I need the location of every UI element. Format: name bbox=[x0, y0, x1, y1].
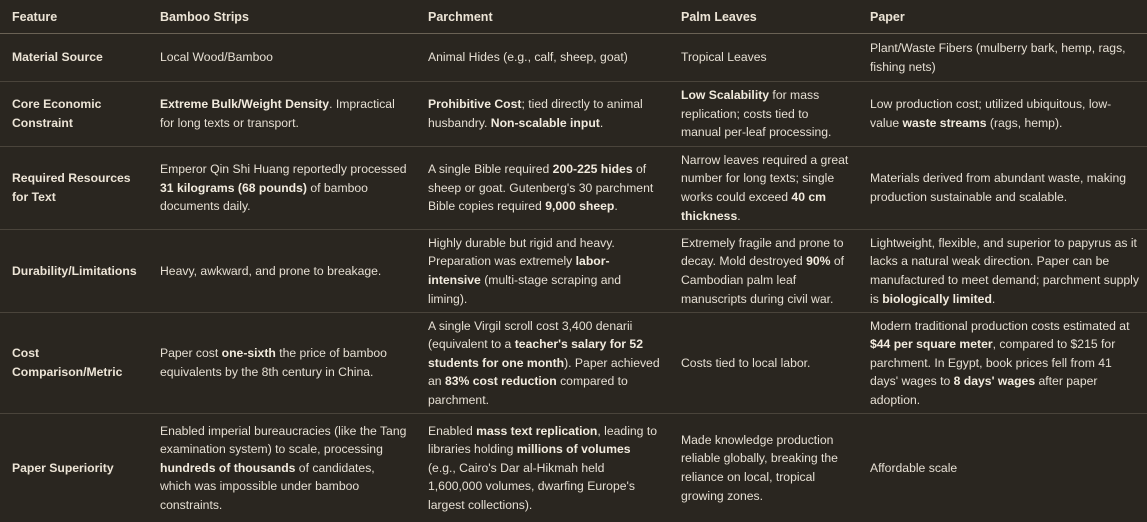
cell-text: Animal Hides (e.g., calf, sheep, goat) bbox=[428, 50, 628, 64]
header-palm: Palm Leaves bbox=[669, 0, 858, 34]
feature-cell: Cost Comparison/Metric bbox=[0, 313, 148, 414]
header-bamboo: Bamboo Strips bbox=[148, 0, 416, 34]
emphasis-text: Non-scalable input bbox=[491, 116, 600, 130]
emphasis-text: 9,000 sheep bbox=[545, 199, 614, 213]
cell-text: Materials derived from abundant waste, making production sustainable and scalable. bbox=[870, 171, 1126, 204]
table-cell bbox=[148, 414, 416, 522]
cell-text: Highly durable but rigid and heavy. Preparation was extremely bbox=[428, 236, 615, 269]
table-cell bbox=[858, 147, 1147, 230]
cell-text: . bbox=[992, 292, 995, 306]
cell-text: A single Virgil scroll cost 3,400 denarii (equivalent to a bbox=[428, 319, 632, 352]
feature-cell: Core Economic Constraint bbox=[0, 82, 148, 147]
emphasis-text: 40 cm thickness bbox=[681, 190, 826, 223]
emphasis-text: 31 kilograms (68 pounds) bbox=[160, 181, 307, 195]
cell-text: Enabled imperial bureaucracies (like the Tang examination system) to scale, processing bbox=[160, 424, 406, 457]
cell-text: for mass replication; costs tied to manual per-leaf processing. bbox=[681, 88, 831, 139]
table-row bbox=[0, 82, 1147, 147]
table-row bbox=[0, 147, 1147, 230]
cell-text: of bamboo documents daily. bbox=[160, 181, 368, 214]
emphasis-text: $44 per square meter bbox=[870, 337, 993, 351]
header-feature: Feature bbox=[0, 0, 148, 34]
cell-text: . bbox=[600, 116, 603, 130]
cell-text: Enabled bbox=[428, 424, 476, 438]
emphasis-text: teacher's salary for 52 students for one month bbox=[428, 337, 643, 370]
emphasis-text: hundreds of thousands bbox=[160, 461, 295, 475]
emphasis-text: labor-intensive bbox=[428, 254, 610, 287]
table-cell bbox=[416, 313, 669, 414]
table-cell bbox=[669, 34, 858, 82]
table-cell bbox=[148, 230, 416, 313]
emphasis-text: 200-225 hides bbox=[553, 162, 633, 176]
cell-text: , compared to $215 for parchment. In Egypt, book prices fell from 41 days' wages to bbox=[870, 337, 1115, 388]
table-row bbox=[0, 230, 1147, 313]
header-paper: Paper bbox=[858, 0, 1147, 34]
cell-text: Tropical Leaves bbox=[681, 50, 767, 64]
feature-cell: Material Source bbox=[0, 34, 148, 82]
cell-text: Heavy, awkward, and prone to breakage. bbox=[160, 264, 381, 278]
emphasis-text: one-sixth bbox=[222, 346, 276, 360]
table-cell bbox=[858, 34, 1147, 82]
cell-text: Emperor Qin Shi Huang reportedly processed bbox=[160, 162, 407, 176]
emphasis-text: 8 days' wages bbox=[954, 374, 1036, 388]
table-cell bbox=[669, 82, 858, 147]
cell-text: (e.g., Cairo's Dar al-Hikmah held 1,600,000 volumes, dwarfing Europe's largest collections). bbox=[428, 461, 635, 512]
cell-text: , leading to libraries holding bbox=[428, 424, 657, 457]
emphasis-text: 90% bbox=[806, 254, 830, 268]
emphasis-text: Prohibitive Cost bbox=[428, 97, 521, 111]
table-cell bbox=[148, 313, 416, 414]
feature-cell: Required Resources for Text bbox=[0, 147, 148, 230]
table-cell bbox=[858, 313, 1147, 414]
emphasis-text: Extreme Bulk/Weight Density bbox=[160, 97, 329, 111]
emphasis-text: millions of volumes bbox=[517, 442, 631, 456]
cell-text: of sheep or goat. Gutenberg's 30 parchment Bible copies required bbox=[428, 162, 653, 213]
table-cell bbox=[858, 82, 1147, 147]
cell-text: Made knowledge production reliable globally, breaking the reliance on local, tropical growing zones. bbox=[681, 433, 838, 503]
header-parchment: Parchment bbox=[416, 0, 669, 34]
cell-text: Costs tied to local labor. bbox=[681, 356, 810, 370]
table-cell bbox=[669, 313, 858, 414]
header-row bbox=[0, 0, 1147, 34]
cell-text: (multi-stage scraping and liming). bbox=[428, 273, 621, 306]
cell-text: A single Bible required bbox=[428, 162, 553, 176]
table-cell bbox=[416, 147, 669, 230]
cell-text: . Impractical for long texts or transport. bbox=[160, 97, 395, 130]
emphasis-text: waste streams bbox=[903, 116, 987, 130]
cell-text: of Cambodian palm leaf manuscripts during civil war. bbox=[681, 254, 844, 305]
table-cell bbox=[148, 82, 416, 147]
table-row bbox=[0, 414, 1147, 522]
table-cell bbox=[148, 147, 416, 230]
table-cell bbox=[416, 34, 669, 82]
cell-text: Modern traditional production costs estimated at bbox=[870, 319, 1129, 333]
cell-text: (rags, hemp). bbox=[987, 116, 1063, 130]
emphasis-text: 83% cost reduction bbox=[445, 374, 557, 388]
table-cell bbox=[669, 147, 858, 230]
cell-text: Affordable scale bbox=[870, 461, 957, 475]
cell-text: Extremely fragile and prone to decay. Mold destroyed bbox=[681, 236, 844, 269]
emphasis-text: mass text replication bbox=[476, 424, 597, 438]
cell-text: of candidates, which was impossible under bamboo constraints. bbox=[160, 461, 375, 512]
table-row bbox=[0, 313, 1147, 414]
cell-text: compared to parchment. bbox=[428, 374, 628, 407]
cell-text: Low production cost; utilized ubiquitous, low-value bbox=[870, 97, 1111, 130]
feature-cell: Durability/Limitations bbox=[0, 230, 148, 313]
cell-text: Plant/Waste Fibers (mulberry bark, hemp, rags, fishing nets) bbox=[870, 41, 1126, 74]
table-cell bbox=[416, 82, 669, 147]
table-cell bbox=[858, 230, 1147, 313]
table-cell bbox=[669, 414, 858, 522]
cell-text: ). Paper achieved an bbox=[428, 356, 660, 389]
table-row bbox=[0, 34, 1147, 82]
feature-cell: Paper Superiority bbox=[0, 414, 148, 522]
emphasis-text: biologically limited bbox=[882, 292, 992, 306]
cell-text: the price of bamboo equivalents by the 8th century in China. bbox=[160, 346, 387, 379]
emphasis-text: Low Scalability bbox=[681, 88, 769, 102]
cell-text: Narrow leaves required a great number for long texts; single works could exceed bbox=[681, 153, 848, 204]
table-cell bbox=[858, 414, 1147, 522]
cell-text: . bbox=[614, 199, 617, 213]
cell-text: . bbox=[737, 209, 740, 223]
table-cell bbox=[148, 34, 416, 82]
cell-text: Paper cost bbox=[160, 346, 222, 360]
cell-text: Lightweight, flexible, and superior to papyrus as it lacks a natural weak direction. Paper can be manufactured to meet demand; parchment supply is bbox=[870, 236, 1139, 306]
cell-text: ; tied directly to animal husbandry. bbox=[428, 97, 643, 130]
table-cell bbox=[416, 230, 669, 313]
table-cell bbox=[669, 230, 858, 313]
cell-text: after paper adoption. bbox=[870, 374, 1097, 407]
table-cell bbox=[416, 414, 669, 522]
cell-text: Local Wood/Bamboo bbox=[160, 50, 273, 64]
